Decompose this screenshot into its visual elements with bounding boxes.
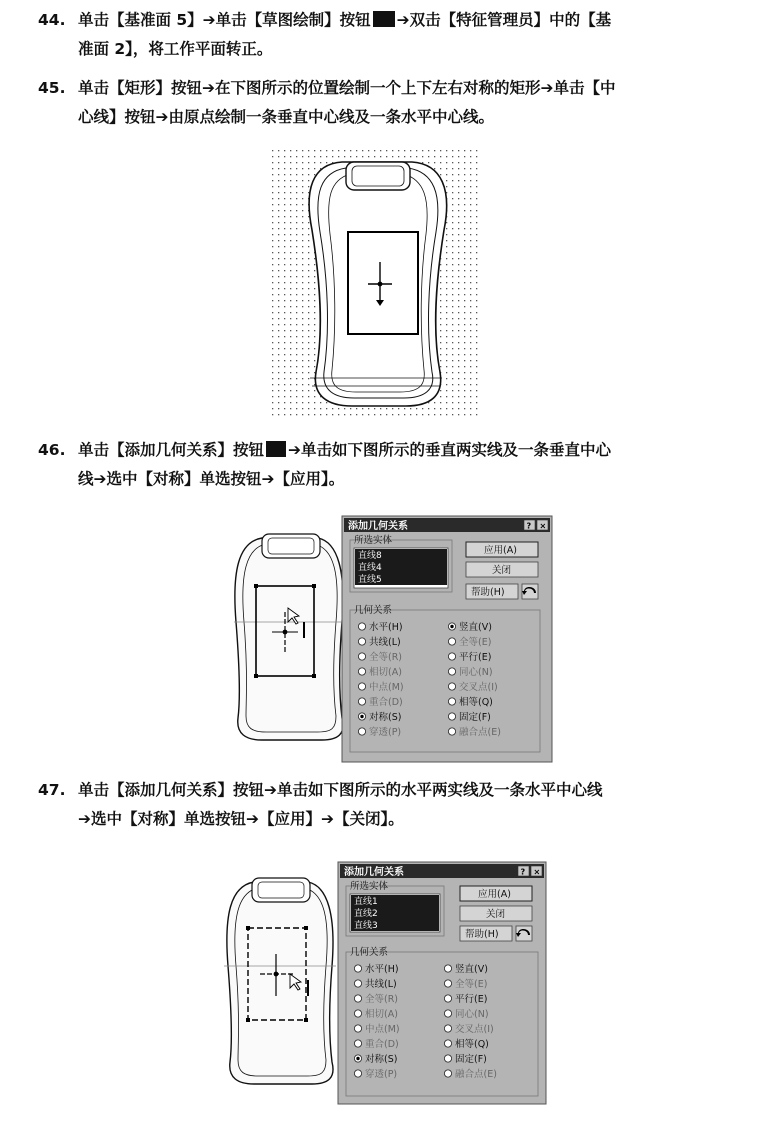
add-relation-button-icon bbox=[266, 441, 286, 457]
relation-radio[interactable] bbox=[354, 1010, 361, 1017]
selected-item: 直线3 bbox=[354, 921, 378, 931]
relation-radio[interactable] bbox=[448, 728, 455, 735]
relation-option-label: 竖直(V) bbox=[455, 964, 488, 975]
relation-option-label: 共线(L) bbox=[369, 637, 401, 648]
step-45 bbox=[38, 74, 758, 132]
relation-radio[interactable] bbox=[444, 1040, 451, 1047]
relation-option-label: 全等(R) bbox=[369, 652, 403, 663]
dialog-title: 添加几何关系 bbox=[344, 867, 404, 878]
relation-option-label: 水平(H) bbox=[365, 964, 399, 975]
phone-sketch-3 bbox=[224, 878, 336, 1084]
svg-text:?: ? bbox=[520, 867, 526, 877]
svg-text:帮助(H): 帮助(H) bbox=[465, 929, 499, 940]
svg-text:应用(A): 应用(A) bbox=[484, 545, 517, 556]
relation-radio[interactable] bbox=[358, 698, 365, 705]
step-number: 44. bbox=[38, 11, 66, 29]
svg-text:×: × bbox=[533, 867, 541, 877]
relation-radio[interactable] bbox=[444, 1055, 451, 1062]
relation-radio[interactable] bbox=[358, 728, 365, 735]
svg-text:关闭: 关闭 bbox=[486, 909, 506, 920]
svg-text:关闭: 关闭 bbox=[492, 565, 512, 576]
step-text-cont: ➔单击如下图所示的垂直两实线及一条垂直中心 bbox=[288, 441, 612, 459]
step-text-line2: ➔选中【对称】单选按钮➔【应用】➔【关闭】。 bbox=[78, 810, 404, 828]
step-text: 单击【基准面 5】➔单击【草图绘制】按钮 bbox=[78, 11, 371, 29]
relation-option-label: 平行(E) bbox=[459, 652, 492, 663]
relation-option-label: 中点(M) bbox=[365, 1024, 400, 1035]
relation-option-label: 同心(N) bbox=[455, 1009, 489, 1020]
relation-option-label: 全等(E) bbox=[459, 637, 492, 648]
relation-radio[interactable] bbox=[354, 965, 361, 972]
step-text-line2: 准面 2】，将工作平面转正。 bbox=[78, 40, 273, 58]
radio-checked-dot bbox=[360, 715, 363, 718]
relation-option-label: 中点(M) bbox=[369, 682, 404, 693]
relation-radio[interactable] bbox=[444, 1025, 451, 1032]
step-text: 单击【添加几何关系】按钮 bbox=[78, 441, 265, 459]
dialog-title: 添加几何关系 bbox=[348, 521, 408, 532]
relation-option-label: 对称(S) bbox=[369, 712, 402, 723]
relation-option-label: 相切(A) bbox=[369, 667, 402, 678]
relation-option-label: 融合点(E) bbox=[459, 727, 501, 738]
relation-option-label: 相等(Q) bbox=[459, 697, 493, 708]
relation-option-label: 重合(D) bbox=[369, 697, 403, 708]
relation-option-label: 相切(A) bbox=[365, 1009, 398, 1020]
relations-group-label: 几何关系 bbox=[354, 605, 393, 616]
radio-checked-dot bbox=[356, 1057, 359, 1060]
relation-option-label: 穿透(P) bbox=[369, 727, 402, 738]
selected-item: 直线4 bbox=[358, 563, 382, 573]
relation-radio[interactable] bbox=[354, 995, 361, 1002]
radio-checked-dot bbox=[450, 625, 453, 628]
relation-option-label: 竖直(V) bbox=[459, 622, 492, 633]
figure-47 bbox=[216, 860, 552, 1108]
relation-radio[interactable] bbox=[448, 683, 455, 690]
relation-radio[interactable] bbox=[354, 1025, 361, 1032]
step-text-line2: 线➔选中【对称】单选按钮➔【应用】。 bbox=[78, 470, 345, 488]
relation-option-label: 融合点(E) bbox=[455, 1069, 497, 1080]
relation-radio[interactable] bbox=[444, 1070, 451, 1077]
svg-text:帮助(H): 帮助(H) bbox=[471, 587, 505, 598]
sketch-button-icon bbox=[373, 11, 395, 27]
relation-option-label: 水平(H) bbox=[369, 622, 403, 633]
step-47 bbox=[38, 776, 758, 834]
step-number: 47. bbox=[38, 781, 66, 799]
relation-option-label: 共线(L) bbox=[365, 979, 397, 990]
step-number: 45. bbox=[38, 79, 66, 97]
relation-option-label: 固定(F) bbox=[455, 1054, 487, 1065]
relation-option-label: 全等(E) bbox=[455, 979, 488, 990]
relation-radio[interactable] bbox=[448, 713, 455, 720]
relation-radio[interactable] bbox=[444, 980, 451, 987]
step-text: 单击【添加几何关系】按钮➔单击如下图所示的水平两实线及一条水平中心线 bbox=[78, 781, 603, 799]
relation-option-label: 交叉点(I) bbox=[459, 682, 498, 693]
relations-group-label: 几何关系 bbox=[350, 947, 389, 958]
relation-radio[interactable] bbox=[448, 638, 455, 645]
relation-radio[interactable] bbox=[358, 638, 365, 645]
relation-option-label: 穿透(P) bbox=[365, 1069, 398, 1080]
selected-item: 直线1 bbox=[354, 897, 378, 907]
relation-option-label: 重合(D) bbox=[365, 1039, 399, 1050]
step-46 bbox=[38, 436, 758, 494]
relation-option-label: 相等(Q) bbox=[455, 1039, 489, 1050]
relation-option-label: 平行(E) bbox=[455, 994, 488, 1005]
step-number: 46. bbox=[38, 441, 66, 459]
selected-entities-label: 所选实体 bbox=[354, 535, 393, 546]
relation-radio[interactable] bbox=[448, 698, 455, 705]
step-text-line2: 心线】按钮➔由原点绘制一条垂直中心线及一条水平中心线。 bbox=[78, 108, 494, 126]
selected-entities-label: 所选实体 bbox=[350, 881, 389, 892]
relation-option-label: 同心(N) bbox=[459, 667, 493, 678]
relation-option-label: 交叉点(I) bbox=[455, 1024, 494, 1035]
selected-item: 直线5 bbox=[358, 575, 382, 585]
relation-radio[interactable] bbox=[444, 1010, 451, 1017]
relation-radio[interactable] bbox=[358, 668, 365, 675]
relation-option-label: 全等(R) bbox=[365, 994, 399, 1005]
relation-radio[interactable] bbox=[448, 653, 455, 660]
step-text-cont: ➔双击【特征管理员】中的【基 bbox=[396, 11, 612, 29]
phone-sketch-2 bbox=[234, 534, 344, 740]
relation-option-label: 固定(F) bbox=[459, 712, 491, 723]
relation-radio[interactable] bbox=[448, 668, 455, 675]
selected-item: 直线2 bbox=[354, 909, 378, 919]
relation-option-label: 对称(S) bbox=[365, 1054, 398, 1065]
step-text: 单击【矩形】按钮➔在下图所示的位置绘制一个上下左右对称的矩形➔单击【中 bbox=[78, 79, 616, 97]
relation-radio[interactable] bbox=[444, 965, 451, 972]
svg-text:×: × bbox=[539, 521, 547, 531]
relation-radio[interactable] bbox=[354, 980, 361, 987]
figure-46 bbox=[226, 512, 556, 764]
relation-radio[interactable] bbox=[444, 995, 451, 1002]
selected-item: 直线8 bbox=[358, 551, 382, 561]
origin-point bbox=[378, 282, 383, 287]
relation-radio[interactable] bbox=[354, 1040, 361, 1047]
step-44 bbox=[38, 6, 758, 64]
relation-radio[interactable] bbox=[358, 653, 365, 660]
relation-radio[interactable] bbox=[358, 683, 365, 690]
sketch-figure-1 bbox=[272, 150, 482, 418]
relation-radio[interactable] bbox=[358, 623, 365, 630]
svg-text:?: ? bbox=[526, 521, 532, 531]
svg-text:应用(A): 应用(A) bbox=[478, 889, 511, 900]
relation-radio[interactable] bbox=[354, 1070, 361, 1077]
